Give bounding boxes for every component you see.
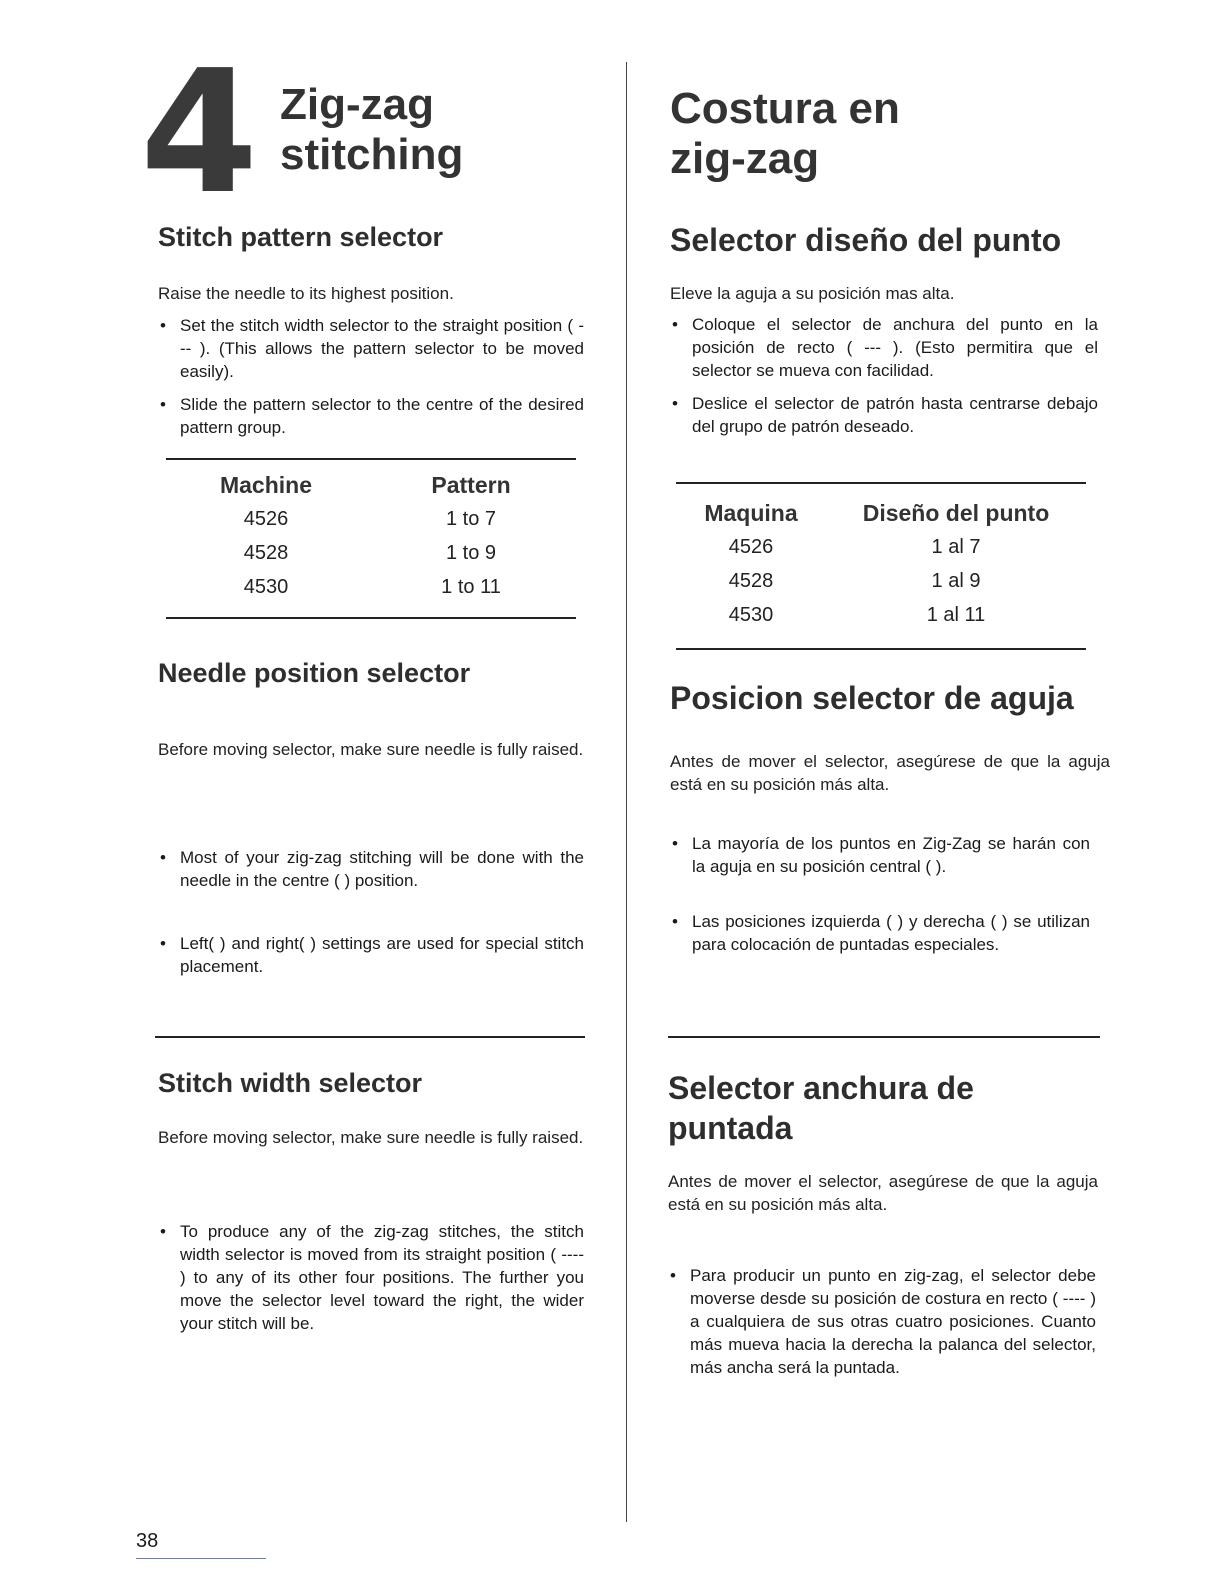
needle-position-intro: Before moving selector, make sure needle is fully raised. (158, 740, 584, 759)
bullet-item: • Deslice el selector de patrón hasta centrarse debajo del grupo de patrón deseado. (670, 392, 1098, 438)
chapter-number: 4 (140, 34, 255, 232)
machine-pattern-table (166, 472, 576, 607)
posicion-selector-intro: Antes de mover el selector, asegúrese de que la aguja está en su posición más alta. (670, 752, 1110, 794)
bullet-item: • Set the stitch width selector to the straight position ( --- ). (This allows the pattern selector to be moved easily). (158, 314, 584, 383)
section-rule (668, 1036, 1100, 1038)
stitch-width-intro: Before moving selector, make sure needle is fully raised. (158, 1128, 584, 1147)
table-cell: 1 al 9 (931, 570, 981, 592)
table-row (166, 539, 576, 573)
bullet-item: • Slide the pattern selector to the centre of the desired pattern group. (158, 393, 584, 439)
posicion-selector-heading: Posicion selector de aguja (670, 680, 1074, 716)
table-row (166, 573, 576, 607)
page-title-english (280, 80, 463, 180)
table-row (676, 533, 1086, 567)
section-rule (155, 1036, 585, 1038)
table-cell: 4528 (728, 570, 774, 592)
stitch-width-bullets (158, 1220, 584, 1345)
table-bottom-rule (676, 648, 1086, 650)
stitch-width-heading: Stitch width selector (158, 1068, 423, 1098)
table-cell: 1 to 7 (445, 508, 497, 530)
table-header-diseno: Diseño del punto (862, 500, 1050, 526)
title-line-1: Costura en (670, 84, 900, 133)
table-cell: 4528 (243, 542, 289, 564)
selector-diseno-heading: Selector diseño del punto (670, 222, 1062, 258)
table-cell: 1 al 7 (931, 536, 981, 558)
stitch-pattern-bullets (158, 314, 584, 449)
stitch-pattern-heading: Stitch pattern selector (158, 222, 444, 252)
bullet-item: • Coloque el selector de anchura del punto en la posición de recto ( --- ). (Esto permitira que el selector se mueva con facilidad. (670, 313, 1098, 382)
selector-anchura-intro: Antes de mover el selector, asegúrese de que la aguja está en su posición más alta. (668, 1172, 1098, 1214)
needle-position-heading: Needle position selector (158, 658, 471, 688)
table-row (676, 601, 1086, 635)
table-cell: 4530 (728, 604, 774, 626)
bullet-item: • La mayoría de los puntos en Zig-Zag se harán con la aguja en su posición central ( ). (670, 832, 1090, 878)
table-bottom-rule (166, 617, 576, 619)
selector-anchura-heading (668, 1068, 974, 1148)
table-cell: 4530 (243, 576, 289, 598)
page-number: 38 (136, 1530, 159, 1552)
title-line-2: zig-zag (670, 134, 820, 183)
selector-diseno-intro: Eleve la aguja a su posición mas alta. (670, 284, 955, 303)
table-row (166, 505, 576, 539)
title-line-2: stitching (280, 130, 464, 179)
table-header-pattern: Pattern (431, 472, 511, 498)
bullet-item: • Las posiciones izquierda ( ) y derecha ( ) se utilizan para colocación de puntadas especiales. (670, 910, 1090, 956)
table-cell: 1 to 9 (445, 542, 497, 564)
selector-diseno-bullets (670, 313, 1098, 448)
title-line-1: Zig-zag (280, 80, 434, 129)
table-row (676, 567, 1086, 601)
page-title-spanish (670, 84, 900, 184)
bullet-item: • Para producir un punto en zig-zag, el selector debe moverse desde su posición de costura en recto ( ---- ) a cualquiera de sus otras cuatro posiciones. Cuanto más mueva hacia la derecha la palanca del selector, más ancha será la puntada. (668, 1264, 1096, 1379)
table-cell: 4526 (728, 536, 774, 558)
table-cell: 1 to 11 (441, 576, 501, 598)
column-divider (626, 62, 627, 1522)
table-cell: 1 al 11 (926, 604, 986, 626)
bullet-item: • Most of your zig-zag stitching will be done with the needle in the centre ( ) position. (158, 846, 584, 892)
posicion-selector-bullets (670, 832, 1090, 966)
heading-line-2: puntada (668, 1110, 793, 1146)
stitch-pattern-intro: Raise the needle to its highest position. (158, 284, 454, 303)
maquina-diseno-table (676, 500, 1086, 635)
table-top-rule (166, 458, 576, 460)
table-top-rule (676, 482, 1086, 484)
heading-line-1: Selector anchura de (668, 1070, 974, 1106)
bullet-item: • Left( ) and right( ) settings are used for special stitch placement. (158, 932, 584, 978)
table-header-machine: Machine (219, 472, 313, 498)
needle-position-bullets (158, 846, 584, 988)
table-cell: 4526 (243, 508, 289, 530)
selector-anchura-bullets (668, 1264, 1096, 1389)
bullet-item: • To produce any of the zig-zag stitches, the stitch width selector is moved from its straight position ( ---- ) to any of its other four positions. The further you move the selector level toward the right, the wider your stitch will be. (158, 1220, 584, 1335)
page-number-underline (136, 1558, 266, 1559)
table-header-maquina: Maquina (704, 500, 798, 526)
